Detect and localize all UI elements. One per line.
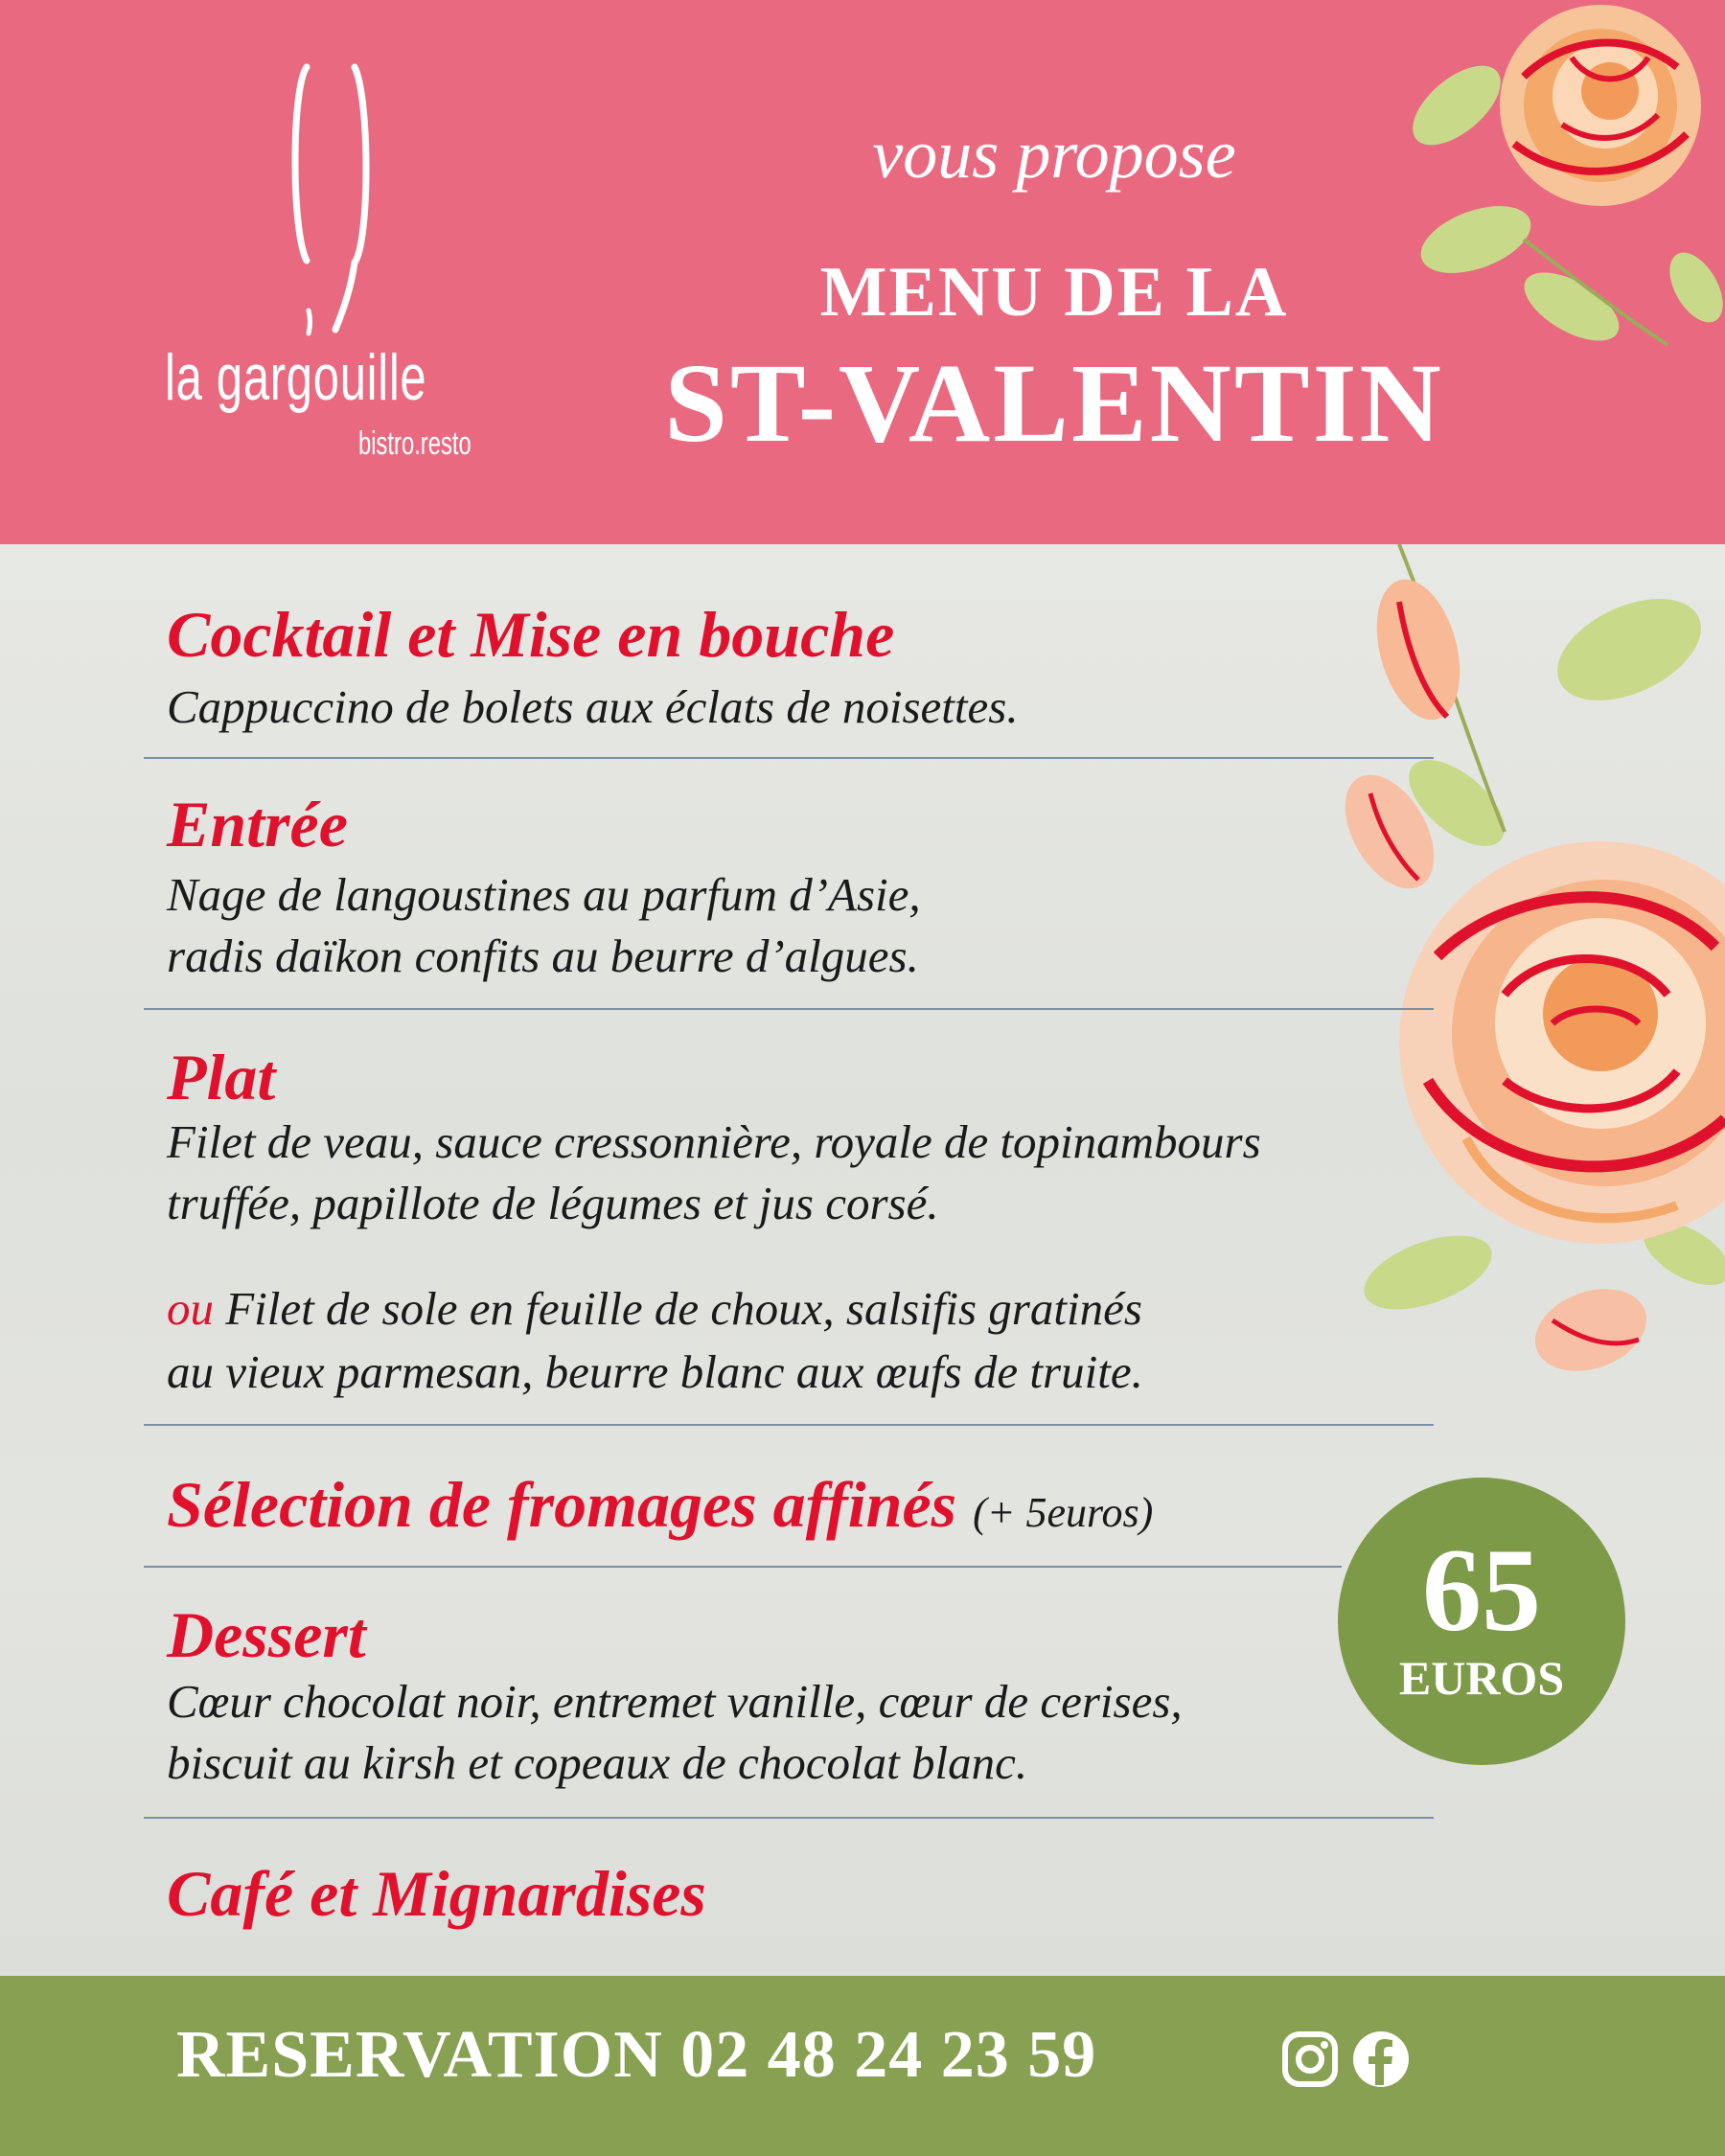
facebook-icon[interactable] [1351, 2030, 1411, 2089]
tagline: vous propose [872, 116, 1236, 193]
course-title-dessert: Dessert [167, 1598, 366, 1671]
course-title-entree: Entrée [167, 788, 348, 860]
course-desc-entree-2: radis daïkon confits au beurre d’algues. [167, 929, 919, 982]
brand-subtitle: bistro.resto [358, 425, 472, 462]
course-desc-dessert-2: biscuit au kirsh et copeaux de chocolat blanc. [167, 1736, 1028, 1789]
gargouille-logo-icon [288, 59, 374, 337]
rose-decoration-right-icon [1313, 544, 1725, 1445]
brand-name: la gargouille [165, 341, 427, 414]
title-line-2: ST-VALENTIN [664, 340, 1444, 466]
price-amount: 65 [1422, 1525, 1541, 1656]
course-desc-entree-1: Nage de langoustines au parfum d’Asie, [167, 868, 921, 921]
price-badge [1338, 1478, 1625, 1765]
course-title-fromages [167, 1468, 1154, 1541]
course-desc-dessert-1: Cœur chocolat noir, entremet vanille, cœur de cerises, [167, 1675, 1183, 1728]
course-desc-plat-alt-2: au vieux parmesan, beurre blanc aux œufs de truite. [167, 1345, 1143, 1398]
title-line-1: MENU DE LA [819, 253, 1289, 332]
fromages-label: Sélection de fromages affinés [167, 1468, 957, 1541]
course-title-cafe: Café et Mignardises [167, 1857, 706, 1930]
course-title-plat: Plat [167, 1041, 276, 1113]
divider [144, 1817, 1434, 1819]
course-desc-plat-2: truffée, papillote de légumes et jus corsé. [167, 1177, 939, 1229]
price-unit: EUROS [1398, 1651, 1565, 1705]
divider [144, 1424, 1434, 1426]
divider [144, 757, 1434, 759]
course-title-cocktail: Cocktail et Mise en bouche [167, 598, 895, 671]
course-desc-plat-1: Filet de veau, sauce cressonnière, royale de topinambours [167, 1115, 1261, 1168]
divider [144, 1008, 1434, 1010]
fromages-supplement: (+ 5euros) [973, 1489, 1154, 1536]
alt-text-1: Filet de sole en feuille de choux, salsifis gratinés [214, 1282, 1142, 1335]
divider [144, 1566, 1342, 1568]
course-desc-cocktail: Cappuccino de bolets aux éclats de noisettes. [167, 680, 1019, 733]
reservation-text: RESERVATION 02 48 24 23 59 [176, 2018, 1097, 2092]
alternative-marker: ou [167, 1282, 214, 1335]
instagram-icon[interactable] [1280, 2030, 1340, 2089]
course-desc-plat-alt-1 [167, 1278, 1142, 1340]
rose-decoration-top-icon [1380, 0, 1725, 364]
